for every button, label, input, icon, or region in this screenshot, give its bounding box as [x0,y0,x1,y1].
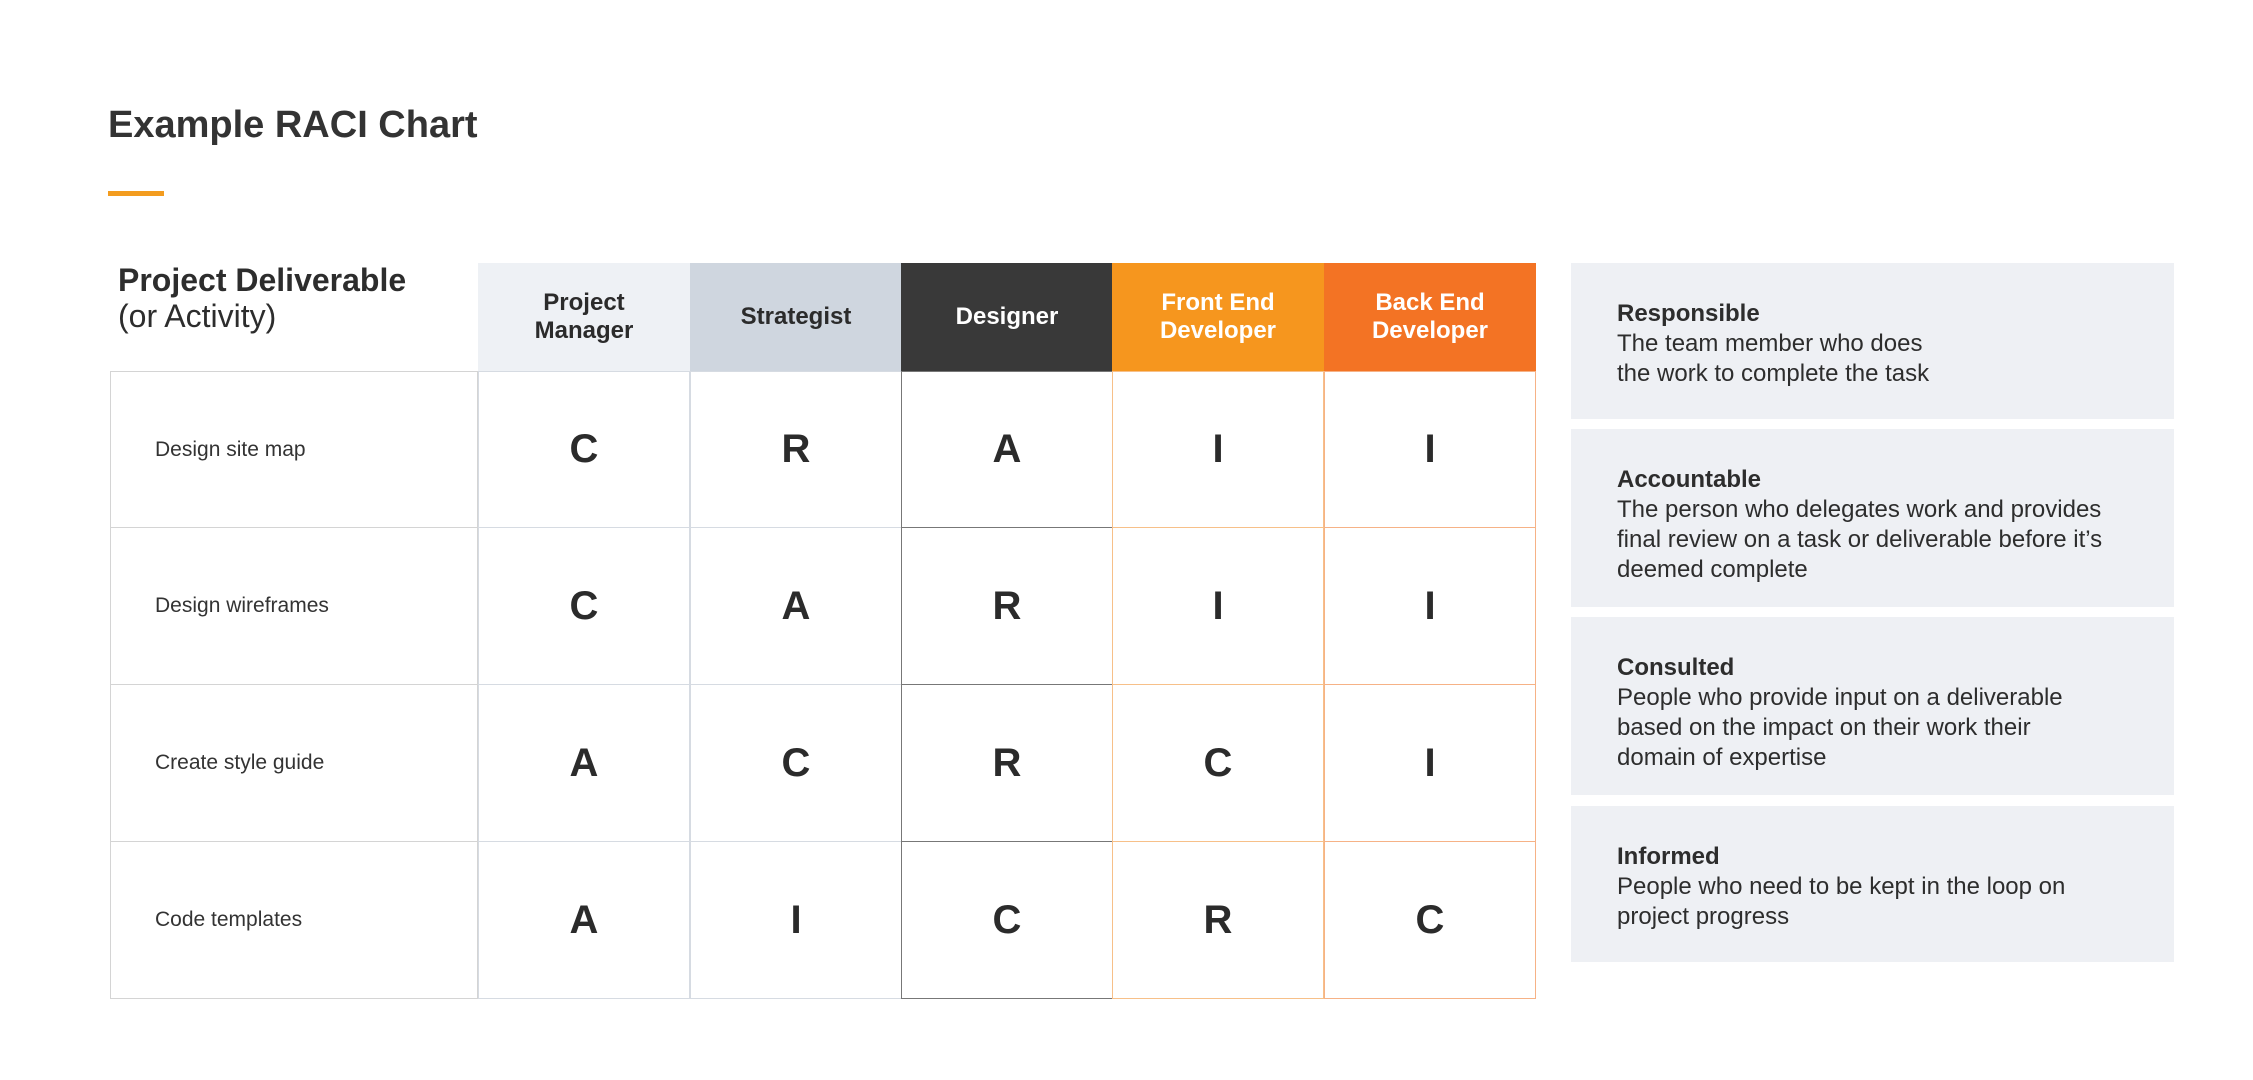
legend-item-accountable [1571,429,2174,607]
deliverable-header-subtitle: (or Activity) [118,298,277,334]
raci-cell: R [690,371,902,528]
legend-term: Informed [1617,843,1720,870]
legend-definition: People who need to be kept in the loop on project progress [1617,873,2066,930]
deliverable-row-label: Design wireframes [110,528,478,685]
raci-cell: I [1324,371,1536,528]
legend-definition: People who provide input on a deliverable based on the impact on their work their domain of expertise [1617,684,2063,771]
raci-cell: R [1112,842,1324,999]
deliverable-header-title: Project Deliverable [118,262,407,298]
legend-term: Accountable [1617,466,1762,493]
raci-cell: I [1112,528,1324,685]
deliverable-row-label: Code templates [110,842,478,999]
raci-cell: I [1112,371,1324,528]
raci-cell: C [690,685,902,842]
legend-item-responsible [1571,263,2174,419]
legend-item-consulted [1571,617,2174,795]
role-header-strategist: Strategist [690,263,902,371]
role-header-front-end-developer: Front End Developer [1112,263,1324,371]
page-title: Example RACI Chart [108,104,478,146]
title-accent-line [108,191,164,196]
raci-cell: C [1112,685,1324,842]
raci-cell: C [901,842,1113,999]
legend-item-informed [1571,806,2174,962]
deliverable-row-label: Design site map [110,371,478,528]
legend-definition: The person who delegates work and provides final review on a task or deliverable before it’s deemed complete [1617,496,2103,583]
deliverable-column-header [118,262,468,334]
raci-cell: I [1324,528,1536,685]
raci-cell: A [478,842,690,999]
raci-cell: C [478,528,690,685]
raci-cell: R [901,685,1113,842]
raci-cell: A [478,685,690,842]
role-header-back-end-developer: Back End Developer [1324,263,1536,371]
legend-term: Responsible [1617,300,1760,327]
deliverable-row-label: Create style guide [110,685,478,842]
role-header-project-manager: Project Manager [478,263,690,371]
legend-definition: The team member who does the work to complete the task [1617,330,1930,387]
raci-cell: A [690,528,902,685]
role-header-designer: Designer [901,263,1113,371]
raci-cell: R [901,528,1113,685]
legend-term: Consulted [1617,654,1735,681]
raci-cell: I [1324,685,1536,842]
raci-cell: C [1324,842,1536,999]
raci-cell: I [690,842,902,999]
raci-cell: C [478,371,690,528]
raci-cell: A [901,371,1113,528]
